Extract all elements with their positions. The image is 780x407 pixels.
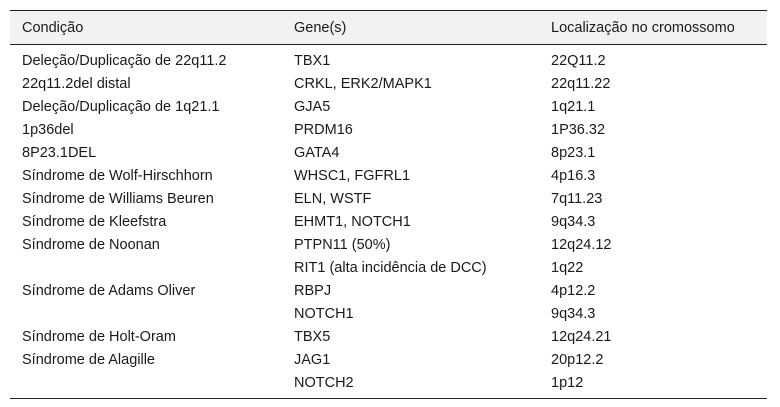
cell-location: 1q22 [551, 259, 584, 276]
cell-condition [10, 302, 282, 325]
cell-genes: WHSC1, FGFRL1 [294, 167, 411, 184]
cell-condition: Síndrome de Holt-Oram [22, 328, 176, 345]
table-row [10, 72, 767, 95]
cell-genes: ELN, WSTF [294, 190, 372, 207]
table-row [10, 325, 767, 348]
cell-genes: CRKL, ERK2/MAPK1 [294, 75, 432, 92]
table-row [10, 302, 767, 325]
header-chromosome-location: Localização no cromossomo [539, 11, 767, 45]
cell-condition: Síndrome de Noonan [22, 236, 160, 253]
cell-condition [10, 256, 282, 279]
cell-condition [10, 371, 282, 399]
cell-location: 22q11.22 [551, 75, 611, 92]
cell-condition: 22q11.2del distal [22, 75, 131, 92]
table-row [10, 164, 767, 187]
table-row [10, 233, 767, 256]
cell-genes: TBX5 [294, 328, 331, 345]
table-row [10, 118, 767, 141]
table-row [10, 45, 767, 73]
table-row [10, 371, 767, 399]
cell-genes: GATA4 [294, 144, 340, 161]
cell-location: 20p12.2 [551, 351, 604, 368]
cell-location: 12q24.12 [551, 236, 612, 253]
table-row [10, 210, 767, 233]
data-table-container [10, 10, 767, 399]
cell-genes: RBPJ [294, 282, 332, 299]
cell-location: 8p23.1 [551, 144, 596, 161]
cell-location: 22Q11.2 [551, 52, 606, 69]
table-row [10, 187, 767, 210]
cell-genes: RIT1 (alta incidência de DCC) [294, 259, 487, 276]
cell-condition: Síndrome de Kleefstra [22, 213, 167, 230]
cell-location: 1P36.32 [551, 121, 606, 138]
cell-condition: Deleção/Duplicação de 1q21.1 [22, 98, 220, 115]
cell-genes: NOTCH1 [294, 305, 354, 322]
cell-condition: Deleção/Duplicação de 22q11.2 [22, 52, 227, 69]
cell-location: 1q21.1 [551, 98, 596, 115]
cell-condition: 1p36del [22, 121, 74, 138]
table-row [10, 348, 767, 371]
cell-genes: PRDM16 [294, 121, 353, 138]
header-row [10, 11, 767, 45]
cell-location: 9q34.3 [551, 305, 596, 322]
genetic-conditions-table [10, 10, 767, 399]
cell-genes: GJA5 [294, 98, 331, 115]
header-genes: Gene(s) [282, 11, 539, 45]
cell-condition: 8P23.1DEL [22, 144, 97, 161]
table-header [10, 11, 767, 45]
cell-genes: EHMT1, NOTCH1 [294, 213, 411, 230]
cell-genes: NOTCH2 [282, 371, 539, 399]
cell-location: 1p12 [539, 371, 767, 399]
cell-genes: JAG1 [294, 351, 331, 368]
cell-location: 9q34.3 [551, 213, 596, 230]
cell-location: 7q11.23 [551, 190, 603, 207]
cell-genes: TBX1 [294, 52, 331, 69]
cell-genes: PTPN11 (50%) [294, 236, 391, 253]
cell-condition: Síndrome de Williams Beuren [22, 190, 214, 207]
cell-location: 4p12.2 [551, 282, 596, 299]
table-row [10, 95, 767, 118]
header-condition: Condição [10, 11, 282, 45]
table-row [10, 141, 767, 164]
table-row [10, 256, 767, 279]
cell-condition: Síndrome de Wolf-Hirschhorn [22, 167, 213, 184]
table-row [10, 279, 767, 302]
table-body [10, 45, 767, 399]
cell-location: 12q24.21 [551, 328, 612, 345]
cell-condition: Síndrome de Adams Oliver [22, 282, 196, 299]
cell-condition: Síndrome de Alagille [22, 351, 155, 368]
cell-location: 4p16.3 [551, 167, 596, 184]
